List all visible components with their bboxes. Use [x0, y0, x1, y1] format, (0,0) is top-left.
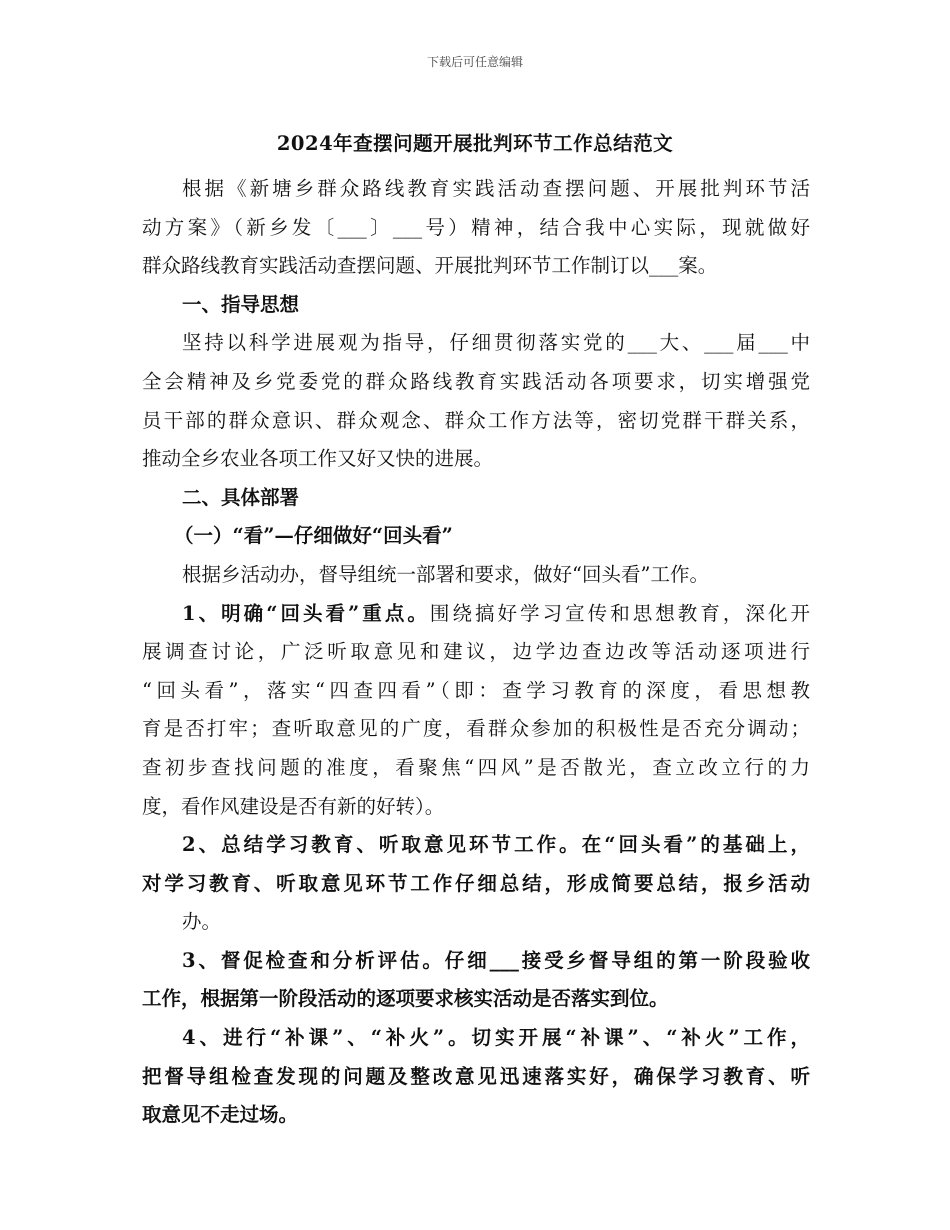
text-line: 群众路线教育实践活动查摆问题、开展批判环节工作制订以___案。: [142, 254, 718, 278]
document-body: [142, 170, 810, 1135]
text-line: 把督导组检查发现的问题及整改意见迅速落实好，确保学习教育、听: [142, 1064, 810, 1088]
text-line: 对学习教育、听取意见环节工作仔细总结，形成简要总结，报乡活动: [142, 871, 810, 895]
text-line: 动方案》（新乡发〔___〕___号）精神，结合我中心实际，现就做好: [142, 215, 810, 239]
text-line: 一、指导思想: [182, 292, 300, 316]
inline-text: 围绕搞好学习宣传和思想教育，深化开: [429, 601, 810, 625]
text-line: 坚持以科学进展观为指导，仔细贯彻落实党的___大、___届___中: [182, 331, 810, 355]
text-line: 员干部的群众意识、群众观念、群众工作方法等，密切党群干群关系，: [142, 408, 810, 432]
text-line: 取意见不走过场。: [142, 1103, 299, 1127]
text-line: 推动全乡农业各项工作又好又快的进展。: [142, 447, 494, 471]
text-line: 办。: [182, 910, 222, 934]
text-line: 3、督促检查和分析评估。仔细___接受乡督导组的第一阶段验收: [182, 948, 810, 972]
page-header: 下载后可任意编辑: [426, 55, 523, 69]
text-line: 工作，根据第一阶段活动的逐项要求核实活动是否落实到位。: [142, 987, 669, 1011]
text-line: 根据《新塘乡群众路线教育实践活动查摆问题、开展批判环节活: [182, 177, 810, 200]
text-line: 展调查讨论，广泛听取意见和建议，边学边查边改等活动逐项进行: [142, 640, 810, 664]
inline-heading: 1、明确“回头看”重点。: [182, 601, 430, 625]
text-line: 根据乡活动办，督导组统一部署和要求，做好“回头看”工作。: [182, 562, 709, 586]
text-line: 育是否打牢；查听取意见的广度，看群众参加的积极性是否充分调动；: [142, 717, 810, 741]
text-line: “回头看”，落实“四查四看”（即：查学习教育的深度，看思想教: [142, 678, 810, 702]
text-line: 2、总结学习教育、听取意见环节工作。在“回头看”的基础上，: [182, 833, 810, 857]
text-line: [142, 595, 810, 634]
text-line: 度，看作风建设是否有新的好转）。: [142, 794, 445, 818]
text-line: （一）“看”—仔细做好“回头看”: [174, 524, 453, 548]
text-line: 4、进行“补课”、“补火”。切实开展“补课”、“补火”工作，: [182, 1026, 810, 1050]
text-line: 二、具体部署: [182, 485, 300, 509]
document-title: 2024年查摆问题开展批判环节工作总结范文: [276, 132, 674, 155]
text-line: 查初步查找问题的准度，看聚焦“四风”是否散光，查立改立行的力: [142, 755, 810, 779]
text-line: 全会精神及乡党委党的群众路线教育实践活动各项要求，切实增强党: [142, 369, 810, 393]
